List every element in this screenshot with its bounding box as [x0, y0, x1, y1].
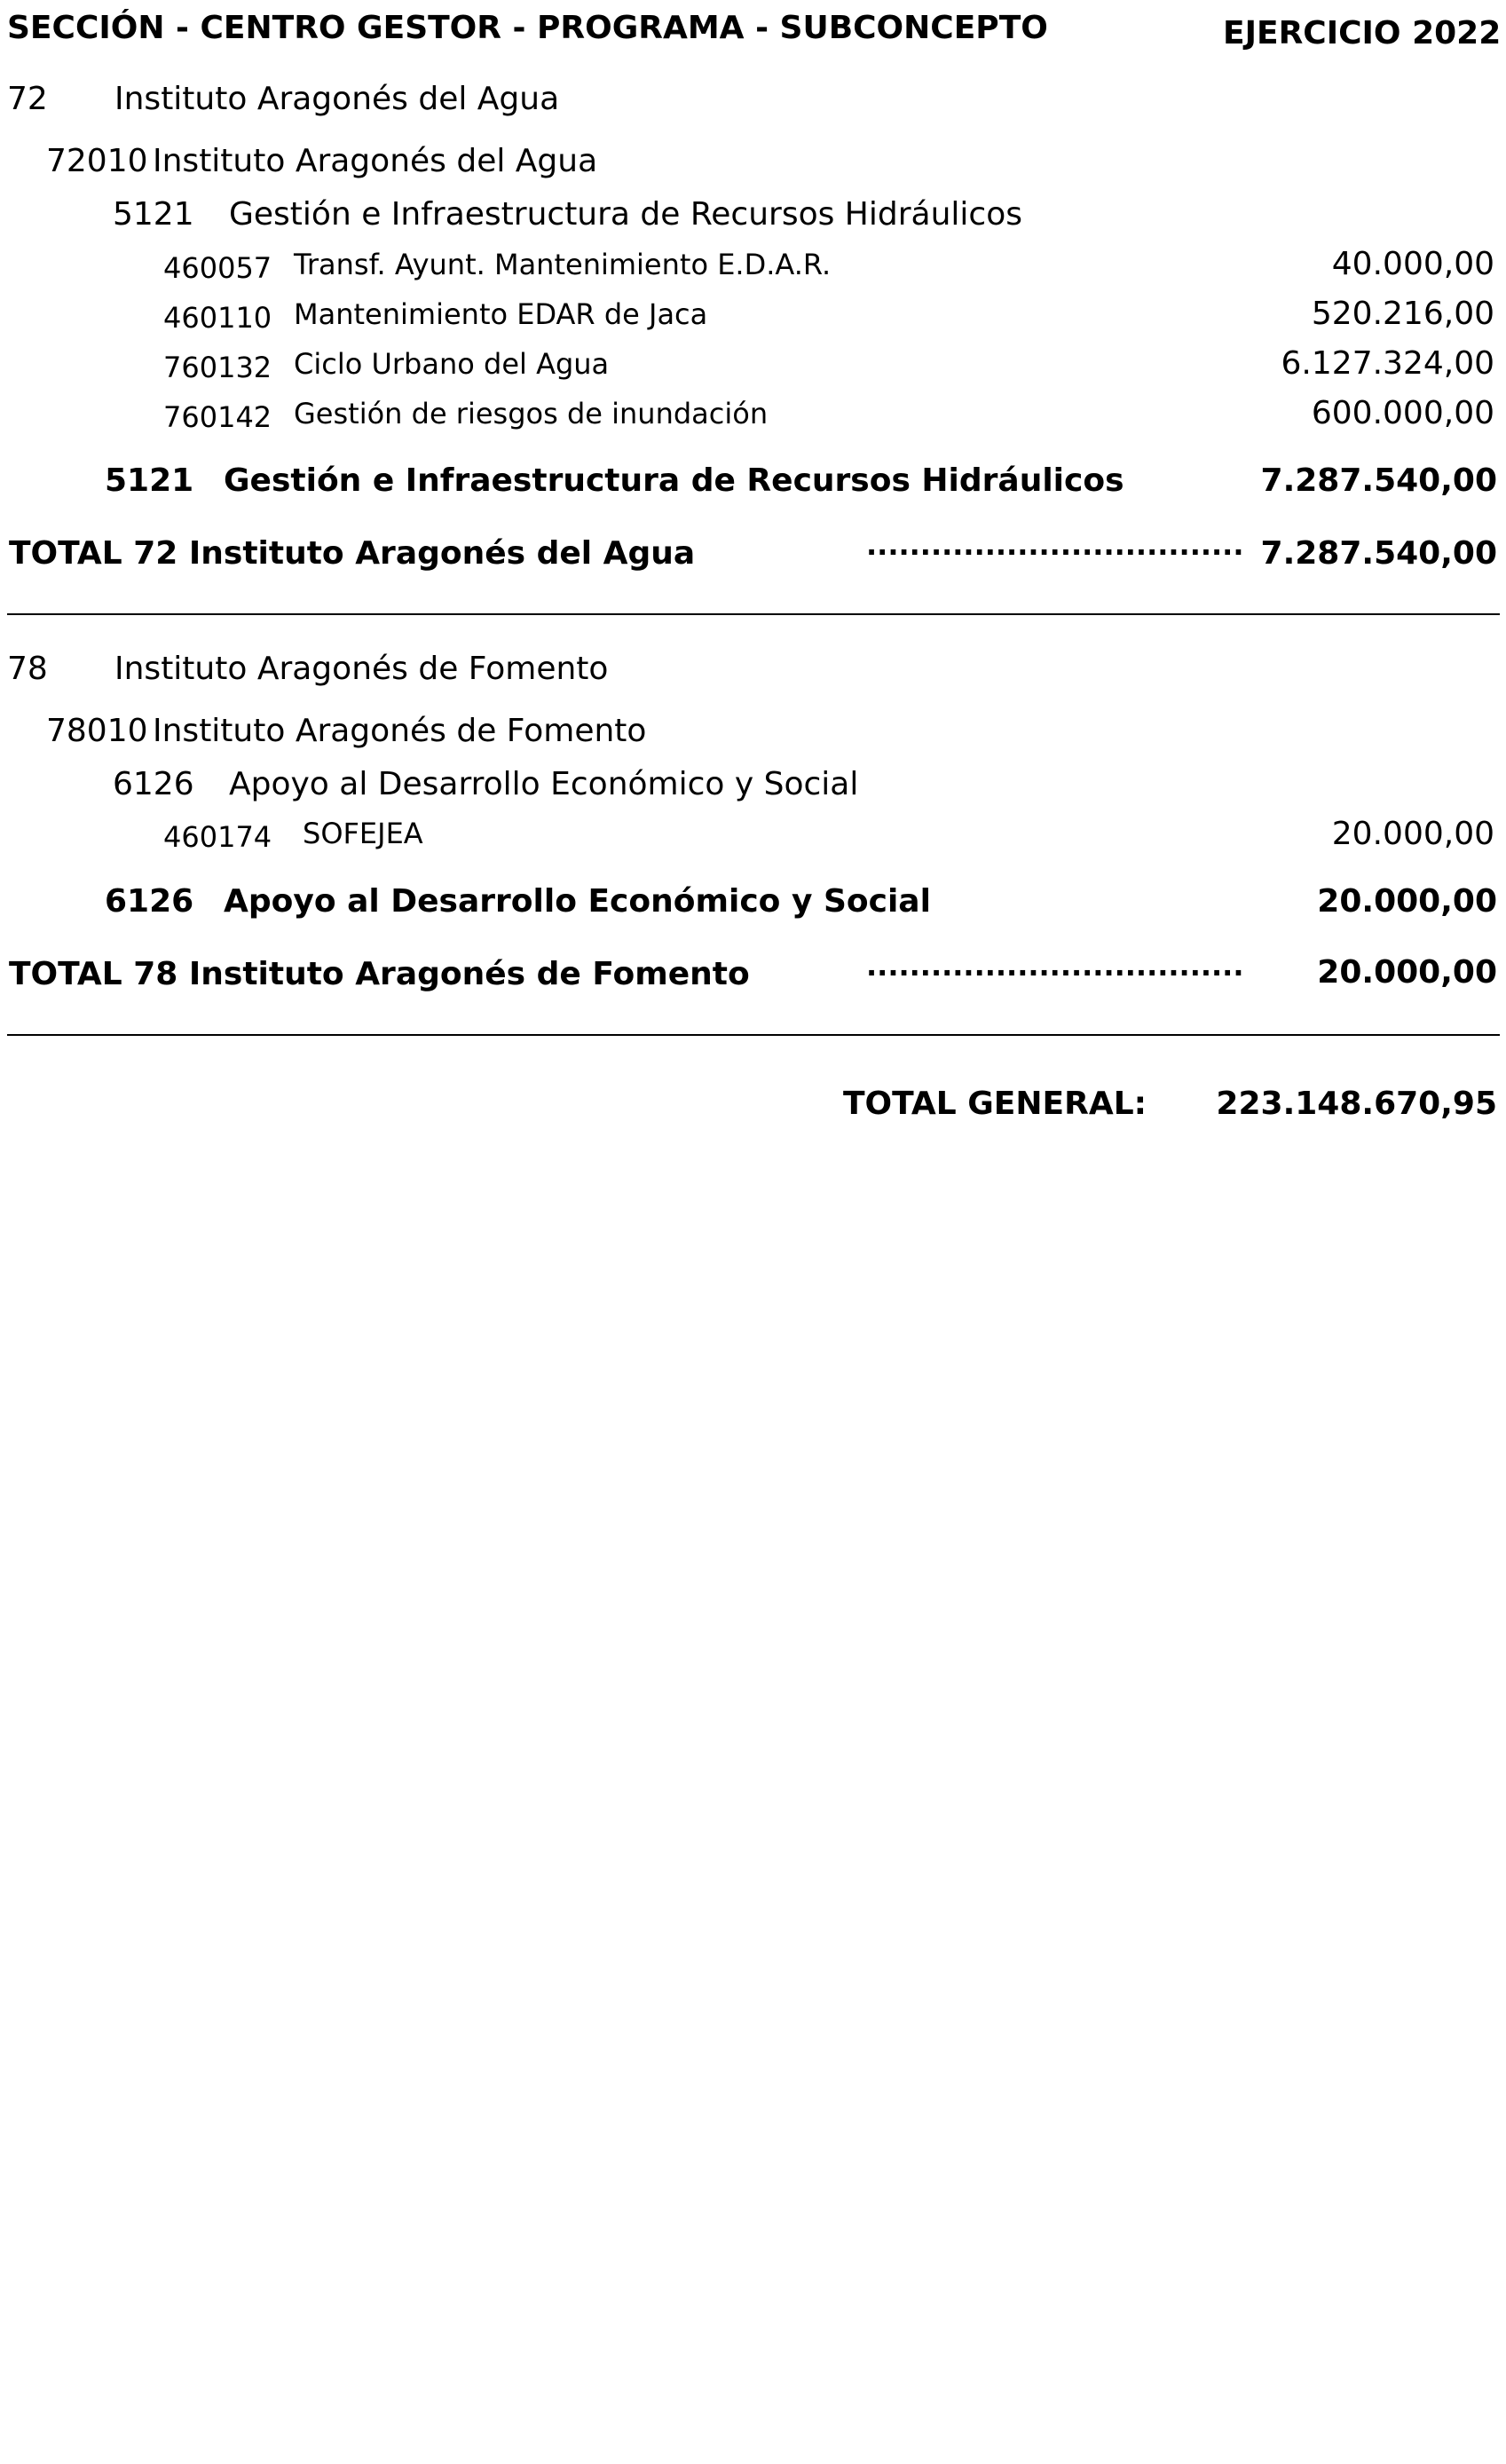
line-item-code: 760132	[163, 351, 272, 384]
section-name: Instituto Aragonés de Fomento	[114, 651, 609, 687]
program-code: 5121	[113, 196, 194, 233]
line-item-name: Gestión de riesgos de inundación	[294, 397, 769, 430]
section-divider	[7, 1034, 1500, 1036]
section-total-dots: ...................................	[866, 528, 1244, 562]
line-item-code: 760142	[163, 400, 272, 434]
section-code: 72	[7, 81, 48, 117]
program-name: Gestión e Infraestructura de Recursos Hidráulicos	[229, 196, 1022, 233]
line-item-name: Mantenimiento EDAR de Jaca	[294, 297, 708, 331]
program-total-amount: 7.287.540,00	[1260, 462, 1497, 499]
section-total-amount: 20.000,00	[1317, 954, 1497, 991]
program-total-amount: 20.000,00	[1317, 883, 1497, 920]
line-item-name: Ciclo Urbano del Agua	[294, 347, 610, 381]
grand-total-amount: 223.148.670,95	[1216, 1086, 1497, 1122]
line-item-code: 460110	[163, 301, 272, 335]
program-total-name: Gestión e Infraestructura de Recursos Hidráulicos	[224, 462, 1124, 499]
program-code: 6126	[113, 766, 194, 802]
section-divider	[7, 613, 1500, 615]
program-total-name: Apoyo al Desarrollo Económico y Social	[224, 883, 931, 920]
line-item-amount: 20.000,00	[1331, 816, 1494, 852]
program-total-code: 6126	[105, 883, 194, 920]
center-code: 72010	[46, 143, 148, 179]
line-item-amount: 600.000,00	[1311, 395, 1494, 431]
center-name: Instituto Aragonés de Fomento	[153, 713, 647, 749]
line-item-code: 460174	[163, 820, 272, 854]
section-name: Instituto Aragonés del Agua	[114, 81, 560, 117]
program-name: Apoyo al Desarrollo Económico y Social	[229, 766, 859, 802]
report-title: SECCIÓN - CENTRO GESTOR - PROGRAMA - SUBCONCEPTO	[7, 10, 1048, 46]
center-name: Instituto Aragonés del Agua	[153, 143, 598, 179]
line-item-amount: 520.216,00	[1311, 296, 1494, 332]
line-item-name: SOFEJEA	[303, 817, 423, 850]
grand-total-label: TOTAL GENERAL:	[843, 1086, 1147, 1122]
section-total-label: TOTAL 72 Instituto Aragonés del Agua	[9, 535, 696, 572]
line-item-code: 460057	[163, 251, 272, 285]
center-code: 78010	[46, 713, 148, 749]
section-total-label: TOTAL 78 Instituto Aragonés de Fomento	[9, 956, 750, 992]
section-total-dots: ...................................	[866, 949, 1244, 983]
section-total-amount: 7.287.540,00	[1260, 535, 1497, 572]
line-item-amount: 6.127.324,00	[1281, 345, 1494, 382]
line-item-amount: 40.000,00	[1331, 246, 1494, 282]
section-code: 78	[7, 651, 48, 687]
program-total-code: 5121	[105, 462, 194, 499]
fiscal-year: EJERCICIO 2022	[1223, 15, 1502, 51]
line-item-name: Transf. Ayunt. Mantenimiento E.D.A.R.	[294, 248, 832, 281]
